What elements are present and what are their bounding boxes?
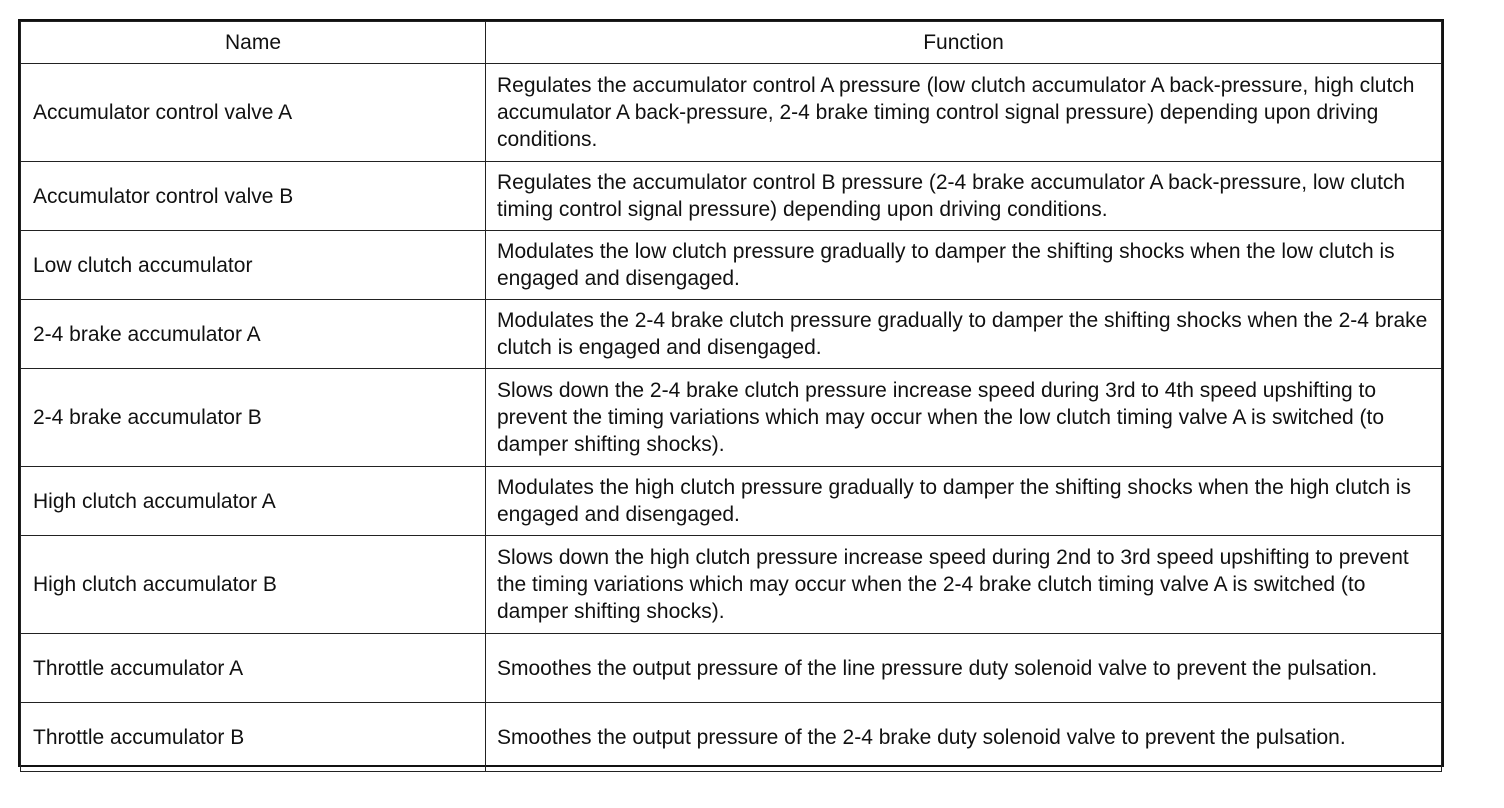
row-name: 2-4 brake accumulator B (21, 369, 486, 467)
row-name: Low clutch accumulator (21, 231, 486, 300)
header-row (21, 22, 1442, 64)
table-row (21, 536, 1442, 634)
row-function: Slows down the 2-4 brake clutch pressure increase speed during 3rd to 4th speed upshifting to prevent the timing variations which may occur when the low clutch timing valve A is switched (to damper shifting shocks). (486, 369, 1442, 467)
row-function: Modulates the high clutch pressure gradually to damper the shifting shocks when the high clutch is engaged and disengaged. (486, 467, 1442, 536)
row-function: Modulates the 2-4 brake clutch pressure gradually to damper the shifting shocks when the 2-4 brake clutch is engaged and disengaged. (486, 300, 1442, 369)
row-name: 2-4 brake accumulator A (21, 300, 486, 369)
row-name: Accumulator control valve B (21, 162, 486, 231)
row-function: Regulates the accumulator control A pressure (low clutch accumulator A back-pressure, high clutch accumulator A back-pressure, 2-4 brake timing control signal pressure) depending upon driving conditions. (486, 64, 1442, 162)
row-function: Modulates the low clutch pressure gradually to damper the shifting shocks when the low clutch is engaged and disengaged. (486, 231, 1442, 300)
table-row (21, 300, 1442, 369)
row-function: Smoothes the output pressure of the 2-4 brake duty solenoid valve to prevent the pulsation. (486, 703, 1442, 772)
row-function: Smoothes the output pressure of the line pressure duty solenoid valve to prevent the pulsation. (486, 634, 1442, 703)
header-name: Name (21, 22, 486, 64)
table (20, 21, 1442, 772)
row-name: High clutch accumulator B (21, 536, 486, 634)
table-row (21, 231, 1442, 300)
table-row (21, 467, 1442, 536)
row-name: High clutch accumulator A (21, 467, 486, 536)
table-row (21, 634, 1442, 703)
row-name: Throttle accumulator B (21, 703, 486, 772)
header-function: Function (486, 22, 1442, 64)
row-name: Accumulator control valve A (21, 64, 486, 162)
row-function: Slows down the high clutch pressure increase speed during 2nd to 3rd speed upshifting to prevent the timing variations which may occur when the 2-4 brake clutch timing valve A is switched (to damper shifting shocks). (486, 536, 1442, 634)
row-name: Throttle accumulator A (21, 634, 486, 703)
row-function: Regulates the accumulator control B pressure (2-4 brake accumulator A back-pressure, low clutch timing control signal pressure) depending upon driving conditions. (486, 162, 1442, 231)
table-row (21, 162, 1442, 231)
table-row (21, 703, 1442, 772)
table-row (21, 369, 1442, 467)
component-function-table (18, 19, 1444, 767)
table-row (21, 64, 1442, 162)
